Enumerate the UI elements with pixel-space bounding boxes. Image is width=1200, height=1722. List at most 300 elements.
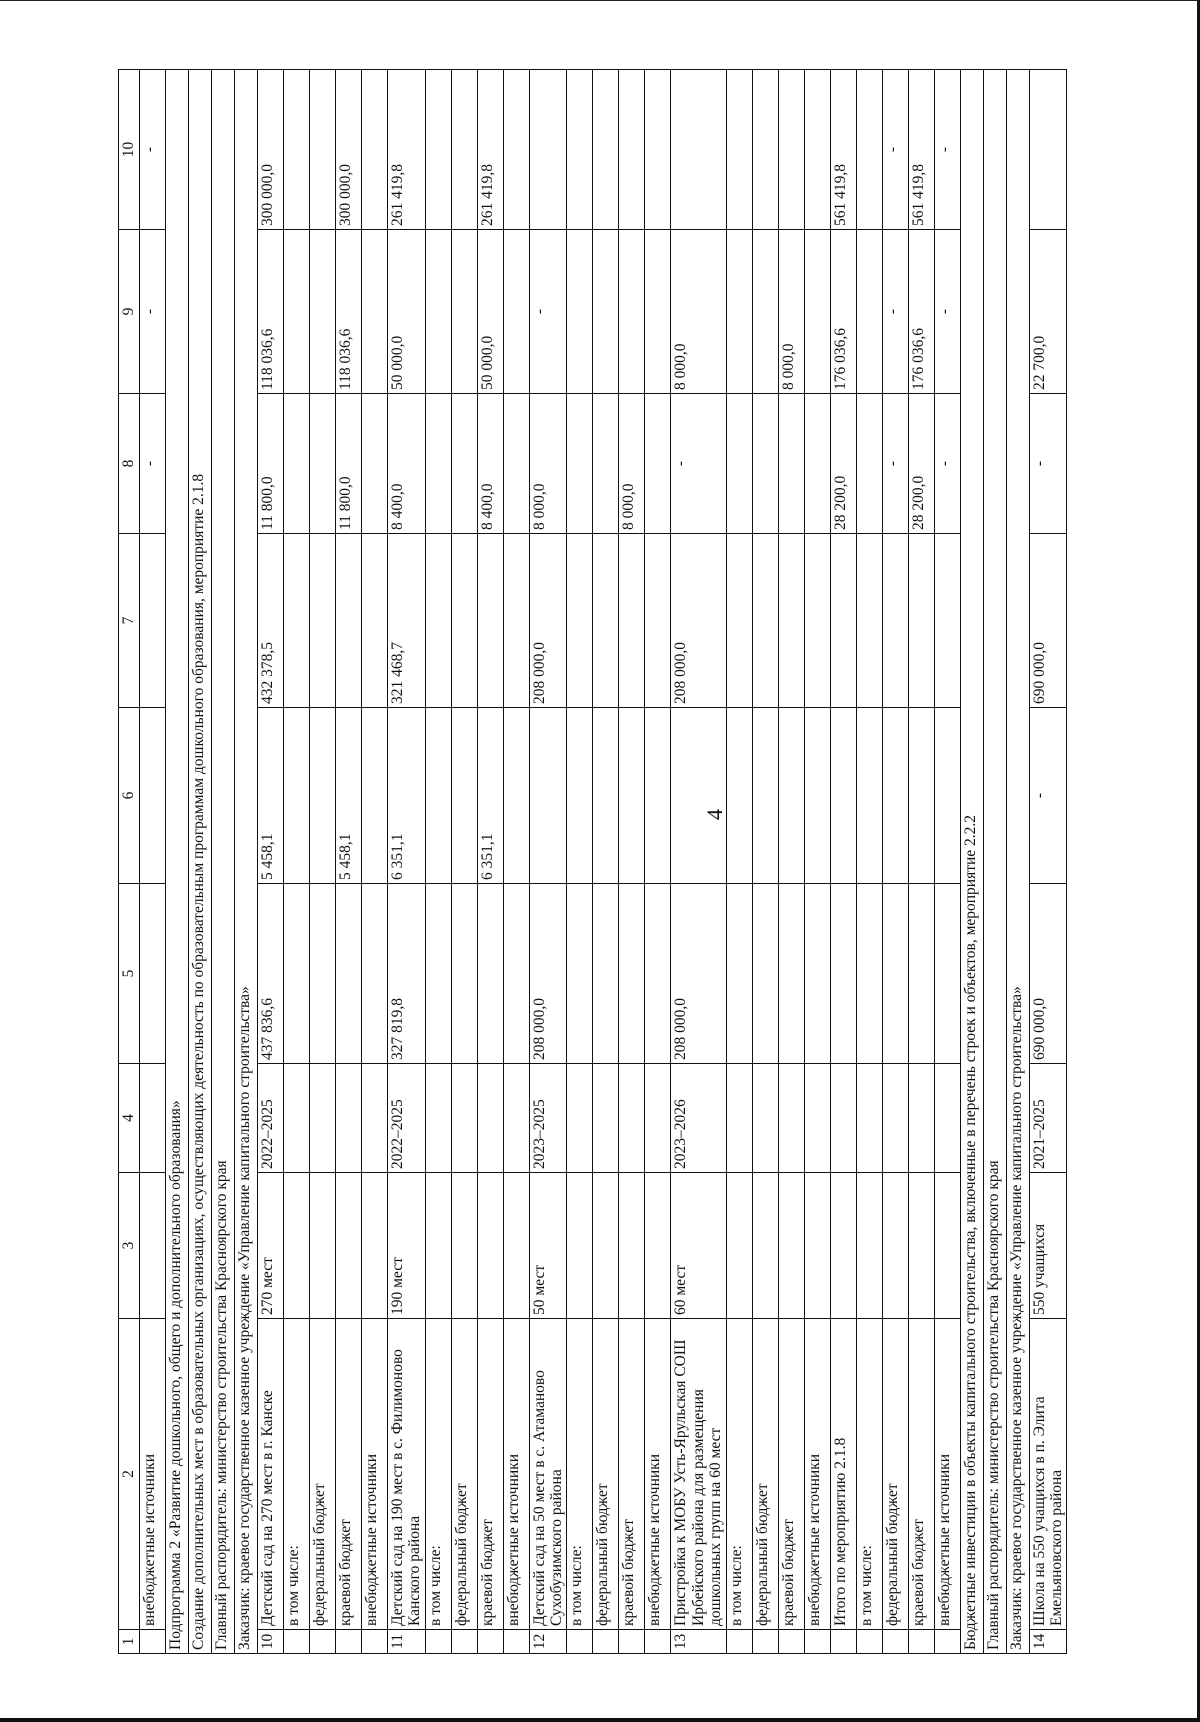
period: [503, 1064, 529, 1173]
row-number: [284, 1630, 310, 1654]
col-8-value: [645, 394, 671, 534]
section-row: [212, 70, 235, 1654]
col-8-value: -: [934, 394, 960, 534]
col-9-value: 118 036,6: [258, 230, 284, 394]
col-7-value: [593, 534, 619, 708]
col-5-value: [284, 884, 310, 1064]
table-row: [908, 70, 934, 1654]
col-8-value: [425, 394, 451, 534]
header-row: [119, 70, 140, 1654]
col-6-value: 5 458,1: [336, 708, 362, 884]
col-9-value: -: [934, 230, 960, 394]
col-10-value: -: [882, 70, 908, 230]
col-8-value: -: [140, 394, 166, 534]
section-row: [960, 70, 983, 1654]
col-7-value: [362, 534, 388, 708]
col-9-value: [593, 230, 619, 394]
row-name: Детский сад на 270 мест в г. Канске: [258, 1319, 284, 1630]
col-6-value: [752, 708, 778, 884]
col-6-value: 5 458,1: [258, 708, 284, 884]
col-8-value: [778, 394, 804, 534]
row-name: Детский сад на 190 мест в с. Филимоново Канского района: [388, 1319, 426, 1630]
col-6-value: [593, 708, 619, 884]
col-7-value: [804, 534, 830, 708]
capacity: [284, 1173, 310, 1319]
col-8-value: [856, 394, 882, 534]
col-8-value: 8 000,0: [529, 394, 567, 534]
row-number: [310, 1630, 336, 1654]
col-7-value: [619, 534, 645, 708]
header-col-8: 8: [119, 394, 140, 534]
period: [882, 1064, 908, 1173]
period: [451, 1064, 477, 1173]
row-number: [336, 1630, 362, 1654]
col-10-value: [778, 70, 804, 230]
col-7-value: [451, 534, 477, 708]
col-10-value: [362, 70, 388, 230]
col-6-value: 6 351,1: [388, 708, 426, 884]
col-6-value: -: [1029, 708, 1067, 884]
col-9-value: [284, 230, 310, 394]
section-title: Бюджетные инвестиции в объекты капитального строительства, включенные в перечень строек и объектов, мероприятие 2.2.2: [960, 70, 983, 1654]
col-5-value: [362, 884, 388, 1064]
scan-bottom-edge: [0, 1718, 1200, 1722]
row-number: [908, 1630, 934, 1654]
col-9-value: -: [882, 230, 908, 394]
period: 2022–2025: [388, 1064, 426, 1173]
col-5-value: 690 000,0: [1029, 884, 1067, 1064]
col-6-value: [804, 708, 830, 884]
row-name: Школа на 550 учащихся в п. Элита Емельяновского района: [1029, 1319, 1067, 1630]
row-name: в том числе:: [425, 1319, 451, 1630]
header-col-5: 5: [119, 884, 140, 1064]
capacity: [336, 1173, 362, 1319]
col-9-value: [451, 230, 477, 394]
col-10-value: [1029, 70, 1067, 230]
row-number: [362, 1630, 388, 1654]
col-9-value: [503, 230, 529, 394]
col-6-value: [934, 708, 960, 884]
period: [726, 1064, 752, 1173]
period: [477, 1064, 503, 1173]
period: [593, 1064, 619, 1173]
table-row: [726, 70, 752, 1654]
col-6-value: [425, 708, 451, 884]
col-6-value: [284, 708, 310, 884]
table-row: [645, 70, 671, 1654]
col-6-value: [882, 708, 908, 884]
period: [778, 1064, 804, 1173]
col-5-value: 437 836,6: [258, 884, 284, 1064]
capacity: [908, 1173, 934, 1319]
col-6-value: [619, 708, 645, 884]
capacity: [726, 1173, 752, 1319]
col-8-value: -: [671, 394, 726, 534]
col-6-value: [362, 708, 388, 884]
row-name: в том числе:: [567, 1319, 593, 1630]
col-5-value: [477, 884, 503, 1064]
col-8-value: [310, 394, 336, 534]
col-5-value: [778, 884, 804, 1064]
table-body: [140, 70, 1067, 1654]
col-9-value: [567, 230, 593, 394]
row-name: федеральный бюджет: [752, 1319, 778, 1630]
row-name: внебюджетные источники: [140, 1319, 166, 1630]
header-col-9: 9: [119, 230, 140, 394]
section-title: Главный распорядитель: министерство строительства Красноярского края: [212, 70, 235, 1654]
period: [934, 1064, 960, 1173]
col-5-value: 208 000,0: [671, 884, 726, 1064]
capacity: [567, 1173, 593, 1319]
col-6-value: [529, 708, 567, 884]
col-7-value: [908, 534, 934, 708]
col-8-value: [284, 394, 310, 534]
period: 2023–2025: [529, 1064, 567, 1173]
col-10-value: 300 000,0: [258, 70, 284, 230]
col-6-value: [140, 708, 166, 884]
col-6-value: [310, 708, 336, 884]
col-10-value: [529, 70, 567, 230]
table-row: [856, 70, 882, 1654]
row-number: [856, 1630, 882, 1654]
row-name: в том числе:: [284, 1319, 310, 1630]
section-row: [1006, 70, 1029, 1654]
row-number: [567, 1630, 593, 1654]
col-10-value: 261 419,8: [477, 70, 503, 230]
col-7-value: [477, 534, 503, 708]
col-8-value: [567, 394, 593, 534]
col-10-value: [451, 70, 477, 230]
col-10-value: -: [934, 70, 960, 230]
row-name: краевой бюджет: [477, 1319, 503, 1630]
col-10-value: [726, 70, 752, 230]
table-row: [258, 70, 284, 1654]
row-name: в том числе:: [856, 1319, 882, 1630]
col-8-value: 11 800,0: [336, 394, 362, 534]
col-7-value: [726, 534, 752, 708]
row-number: [619, 1630, 645, 1654]
col-7-value: [778, 534, 804, 708]
col-6-value: [856, 708, 882, 884]
col-6-value: [778, 708, 804, 884]
table-row: [503, 70, 529, 1654]
col-8-value: [726, 394, 752, 534]
row-number: 11: [388, 1630, 426, 1654]
capacity: [310, 1173, 336, 1319]
col-10-value: [503, 70, 529, 230]
col-8-value: -: [882, 394, 908, 534]
table-row: [477, 70, 503, 1654]
col-10-value: 261 419,8: [388, 70, 426, 230]
row-number: [477, 1630, 503, 1654]
table-row: [804, 70, 830, 1654]
col-8-value: [752, 394, 778, 534]
col-5-value: [310, 884, 336, 1064]
col-7-value: [140, 534, 166, 708]
col-10-value: 561 419,8: [830, 70, 856, 230]
row-name: федеральный бюджет: [882, 1319, 908, 1630]
capacity: [425, 1173, 451, 1319]
col-9-value: [619, 230, 645, 394]
capacity: 50 мест: [529, 1173, 567, 1319]
col-10-value: [671, 70, 726, 230]
period: [362, 1064, 388, 1173]
table-row: [752, 70, 778, 1654]
row-number: [645, 1630, 671, 1654]
capacity: 270 мест: [258, 1173, 284, 1319]
col-6-value: [830, 708, 856, 884]
row-name: федеральный бюджет: [451, 1319, 477, 1630]
col-7-value: [882, 534, 908, 708]
col-9-value: -: [140, 230, 166, 394]
col-5-value: [451, 884, 477, 1064]
col-5-value: [804, 884, 830, 1064]
col-9-value: [752, 230, 778, 394]
col-10-value: [425, 70, 451, 230]
col-9-value: 118 036,6: [336, 230, 362, 394]
row-name: внебюджетные источники: [804, 1319, 830, 1630]
row-number: [934, 1630, 960, 1654]
row-name: Детский сад на 50 мест в с. Атаманово Сухобузимского района: [529, 1319, 567, 1630]
table-row: [310, 70, 336, 1654]
col-8-value: [451, 394, 477, 534]
col-8-value: [593, 394, 619, 534]
col-10-value: [804, 70, 830, 230]
col-5-value: [503, 884, 529, 1064]
capacity: [752, 1173, 778, 1319]
table-row: [934, 70, 960, 1654]
row-number: [882, 1630, 908, 1654]
col-5-value: [856, 884, 882, 1064]
section-row: [235, 70, 258, 1654]
table-row: [671, 70, 726, 1654]
col-5-value: [934, 884, 960, 1064]
col-5-value: [336, 884, 362, 1064]
capacity: [593, 1173, 619, 1319]
period: 2023–2026: [671, 1064, 726, 1173]
col-6-value: [503, 708, 529, 884]
table-row: [284, 70, 310, 1654]
row-number: [752, 1630, 778, 1654]
col-7-value: [310, 534, 336, 708]
row-number: [593, 1630, 619, 1654]
section-title: Главный распорядитель: министерство строительства Красноярского края: [983, 70, 1006, 1654]
row-number: [503, 1630, 529, 1654]
col-8-value: 11 800,0: [258, 394, 284, 534]
period: [752, 1064, 778, 1173]
col-7-value: [752, 534, 778, 708]
col-7-value: [645, 534, 671, 708]
col-7-value: 208 000,0: [529, 534, 567, 708]
row-number: 12: [529, 1630, 567, 1654]
capacity: [804, 1173, 830, 1319]
row-name: краевой бюджет: [619, 1319, 645, 1630]
period: [425, 1064, 451, 1173]
col-6-value: [645, 708, 671, 884]
col-9-value: 50 000,0: [388, 230, 426, 394]
col-10-value: [284, 70, 310, 230]
row-name: внебюджетные источники: [362, 1319, 388, 1630]
capacity: [619, 1173, 645, 1319]
capacity: 60 мест: [671, 1173, 726, 1319]
table-row: [593, 70, 619, 1654]
row-name: внебюджетные источники: [934, 1319, 960, 1630]
col-6-value: [451, 708, 477, 884]
capacity: [140, 1173, 166, 1319]
col-9-value: [425, 230, 451, 394]
period: [336, 1064, 362, 1173]
capacity: [503, 1173, 529, 1319]
col-6-value: 6 351,1: [477, 708, 503, 884]
period: 2022–2025: [258, 1064, 284, 1173]
col-9-value: 8 000,0: [778, 230, 804, 394]
col-10-value: -: [140, 70, 166, 230]
col-5-value: 327 819,8: [388, 884, 426, 1064]
table-row: [529, 70, 567, 1654]
col-7-value: [830, 534, 856, 708]
col-5-value: [908, 884, 934, 1064]
col-8-value: [362, 394, 388, 534]
col-6-value: [726, 708, 752, 884]
page-number: 4: [702, 809, 727, 820]
header-col-3: 3: [119, 1173, 140, 1319]
col-8-value: [503, 394, 529, 534]
section-title: Подпрограмма 2 «Развитие дошкольного, общего и дополнительного образования»: [166, 70, 189, 1654]
period: [284, 1064, 310, 1173]
col-8-value: 28 200,0: [908, 394, 934, 534]
scan-top-edge: [0, 0, 1200, 1]
table-row: [362, 70, 388, 1654]
table-row: [567, 70, 593, 1654]
col-8-value: 8 000,0: [619, 394, 645, 534]
period: [310, 1064, 336, 1173]
col-9-value: -: [529, 230, 567, 394]
table-row: [140, 70, 166, 1654]
col-7-value: 208 000,0: [671, 534, 726, 708]
row-number: [778, 1630, 804, 1654]
col-7-value: [503, 534, 529, 708]
capacity: [856, 1173, 882, 1319]
col-8-value: 28 200,0: [830, 394, 856, 534]
col-9-value: 22 700,0: [1029, 230, 1067, 394]
capacity: [778, 1173, 804, 1319]
row-name: Пристройка к МОБУ Усть-Ярульская СОШ Ирбейского района для размещения дошкольных групп на 60 мест: [671, 1319, 726, 1630]
col-5-value: [425, 884, 451, 1064]
col-7-value: 690 000,0: [1029, 534, 1067, 708]
col-9-value: [310, 230, 336, 394]
col-9-value: 176 036,6: [908, 230, 934, 394]
table-row: [1029, 70, 1067, 1654]
col-10-value: [593, 70, 619, 230]
section-row: [166, 70, 189, 1654]
col-8-value: 8 400,0: [388, 394, 426, 534]
section-row: [189, 70, 212, 1654]
col-8-value: -: [1029, 394, 1067, 534]
col-10-value: [752, 70, 778, 230]
col-7-value: [934, 534, 960, 708]
col-7-value: 432 378,5: [258, 534, 284, 708]
row-number: [140, 1630, 166, 1654]
row-name: федеральный бюджет: [310, 1319, 336, 1630]
col-10-value: [567, 70, 593, 230]
row-name: краевой бюджет: [336, 1319, 362, 1630]
col-9-value: [856, 230, 882, 394]
period: [804, 1064, 830, 1173]
col-9-value: [726, 230, 752, 394]
col-6-value: [671, 708, 726, 884]
header-col-10: 10: [119, 70, 140, 230]
row-name: Итого по мероприятию 2.1.8: [830, 1319, 856, 1630]
col-7-value: [284, 534, 310, 708]
header-col-4: 4: [119, 1064, 140, 1173]
col-9-value: [804, 230, 830, 394]
col-5-value: 208 000,0: [529, 884, 567, 1064]
table-row: [778, 70, 804, 1654]
row-number: [804, 1630, 830, 1654]
capacity: [362, 1173, 388, 1319]
row-number: [830, 1630, 856, 1654]
col-5-value: [593, 884, 619, 1064]
col-9-value: [645, 230, 671, 394]
col-9-value: 8 000,0: [671, 230, 726, 394]
row-number: 10: [258, 1630, 284, 1654]
col-10-value: [310, 70, 336, 230]
col-7-value: [336, 534, 362, 708]
row-name: краевой бюджет: [908, 1319, 934, 1630]
col-5-value: [567, 884, 593, 1064]
col-7-value: 321 468,7: [388, 534, 426, 708]
capacity: 550 учащихся: [1029, 1173, 1067, 1319]
col-6-value: [567, 708, 593, 884]
table-row: [336, 70, 362, 1654]
col-10-value: 300 000,0: [336, 70, 362, 230]
investment-table: [118, 69, 1067, 1654]
row-name: внебюджетные источники: [503, 1319, 529, 1630]
col-5-value: [830, 884, 856, 1064]
row-number: [425, 1630, 451, 1654]
col-8-value: [804, 394, 830, 534]
header-col-7: 7: [119, 534, 140, 708]
row-name: федеральный бюджет: [593, 1319, 619, 1630]
row-number: [451, 1630, 477, 1654]
capacity: [451, 1173, 477, 1319]
header-col-2: 2: [119, 1319, 140, 1630]
col-5-value: [645, 884, 671, 1064]
col-5-value: [726, 884, 752, 1064]
section-title: Заказчик: краевое государственное казенное учреждение «Управление капитального строительства»: [235, 70, 258, 1654]
rotated-table-container: [118, 70, 1066, 1654]
period: [619, 1064, 645, 1173]
col-6-value: [908, 708, 934, 884]
period: [140, 1064, 166, 1173]
col-9-value: 50 000,0: [477, 230, 503, 394]
col-5-value: [619, 884, 645, 1064]
row-name: краевой бюджет: [778, 1319, 804, 1630]
col-5-value: [752, 884, 778, 1064]
capacity: [477, 1173, 503, 1319]
col-5-value: [140, 884, 166, 1064]
table-row: [451, 70, 477, 1654]
col-10-value: [645, 70, 671, 230]
period: [830, 1064, 856, 1173]
col-7-value: [425, 534, 451, 708]
col-9-value: 176 036,6: [830, 230, 856, 394]
table-row: [619, 70, 645, 1654]
section-row: [983, 70, 1006, 1654]
table-row: [882, 70, 908, 1654]
section-title: Заказчик: краевое государственное казенное учреждение «Управление капитального строительства»: [1006, 70, 1029, 1654]
col-7-value: [856, 534, 882, 708]
